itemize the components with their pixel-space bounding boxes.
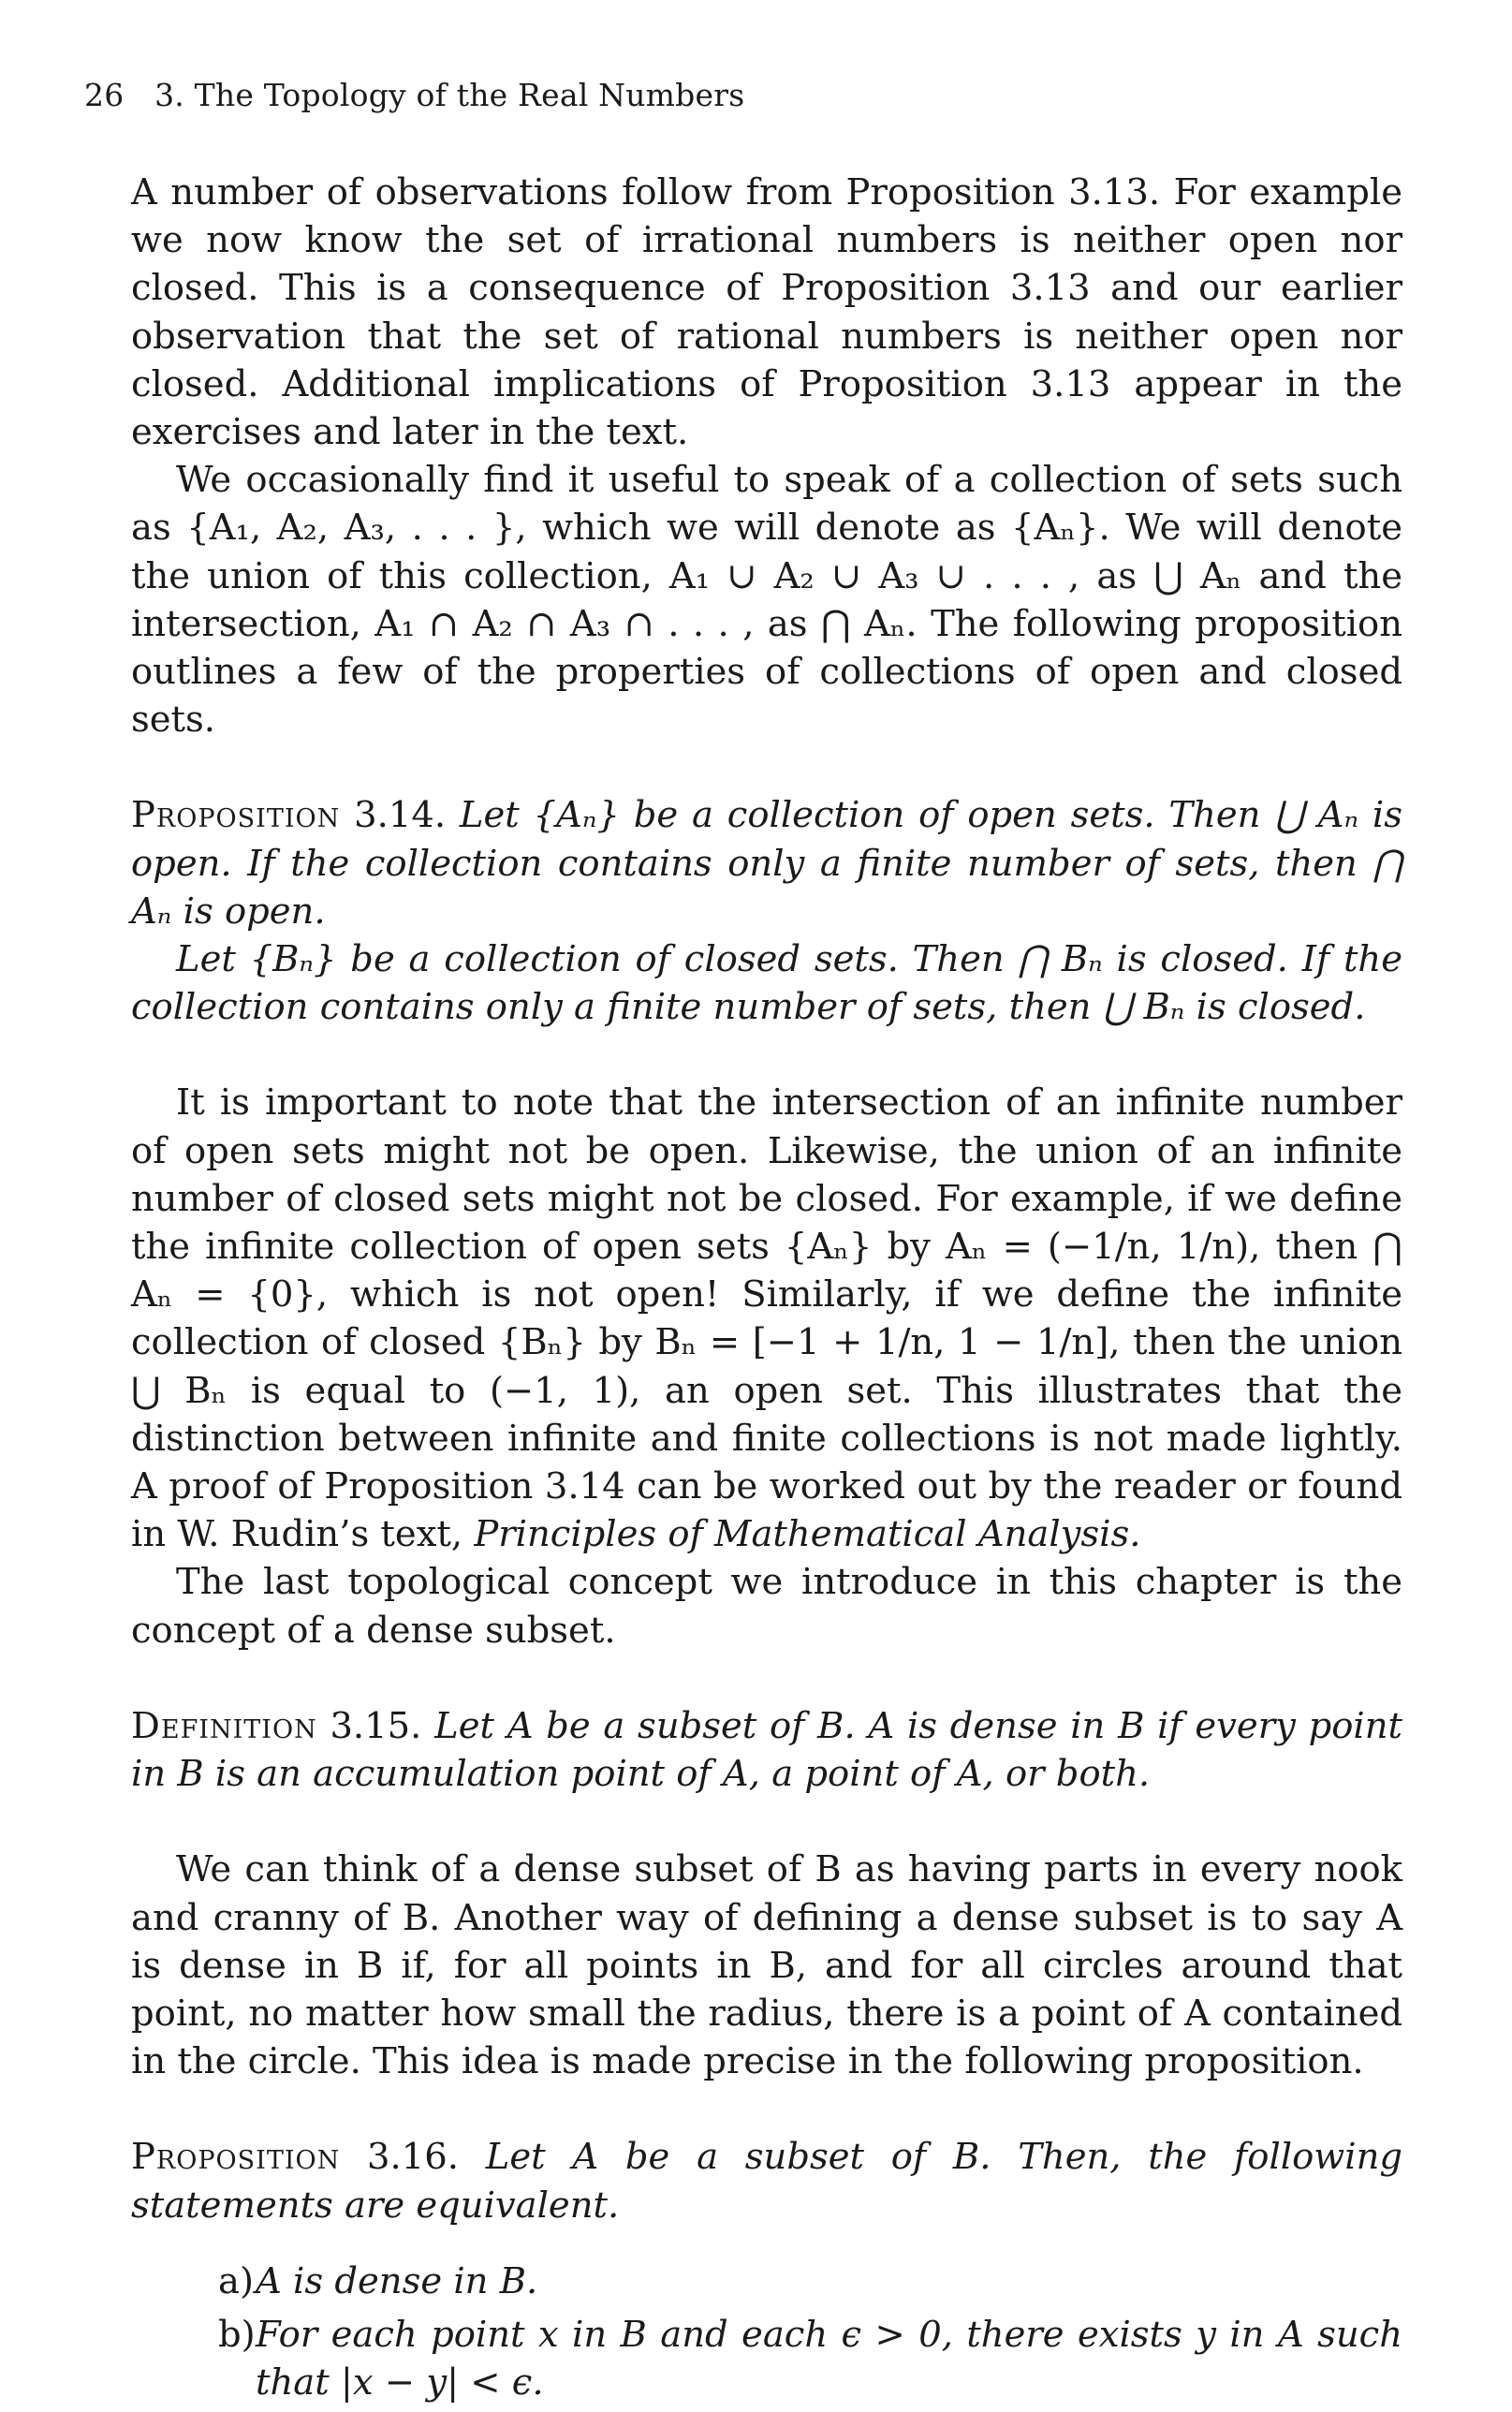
list-item (131, 2311, 1402, 2406)
page-body (131, 169, 1402, 2412)
paragraph-dense-explained: We can think of a dense subset of B as having parts in every nook and cranny of B. Another way of defining a dense subset is to say A is dense in B if, for all points in B, and for all circles around that point, no matter how small the radius, there is a point of A contained in the circle. This idea is made precise in the following proposition. (131, 1848, 1402, 2083)
list-item-text: For each point x in B and each ϵ > 0, there exists y in A such that |x − y| < ϵ. (256, 2313, 1402, 2405)
proposition-statement: Let A be a subset of B. Then, the following statements are equivalent. (131, 2136, 1403, 2227)
page-number: 26 (84, 77, 125, 113)
list-item-marker: b) (218, 2313, 256, 2356)
proposition-number: 3.16. (367, 2136, 460, 2179)
definition-statement: Let A be a subset of B. A is dense in B if every point in B is an accumulation point of A, a point of A, or both. (131, 1704, 1402, 1796)
list-item (131, 2258, 1402, 2305)
paragraph-dense-intro: The last topological concept we introduce in this chapter is the concept of a dense subset. (131, 1561, 1402, 1652)
list-item-text: A is dense in B. (256, 2259, 538, 2302)
proposition-label: Proposition (131, 794, 341, 837)
chapter-title: 3. The Topology of the Real Numbers (154, 77, 745, 113)
equivalence-list (131, 2258, 1402, 2407)
list-item-marker: a) (218, 2259, 254, 2302)
proposition-3-16 (131, 2133, 1402, 2406)
paragraph-observations: A number of observations follow from Proposition 3.13. For example we now know the set of irrational numbers is neither open nor closed. This is a consequence of Proposition 3.13 and our earlier observation that the set of rational numbers is neither open nor closed. Additional implications of Proposition 3.13 appear in the exercises and later in the text. (131, 171, 1402, 454)
proposition-3-14 (131, 791, 1402, 1031)
proposition-statement-open: Let {Aₙ} be a collection of open sets. Then ⋃ Aₙ is open. If the collection contains only a finite number of sets, then ⋂ Aₙ is open. (131, 794, 1402, 933)
paragraph-infinite-collections-text: It is important to note that the intersection of an infinite number of open sets might not be open. Likewise, the union of an infinite number of closed sets might not be closed. For example, if we define the infinite collection of open sets {Aₙ} by Aₙ = (−1/n, 1/n), then ⋂ Aₙ = {0}, which is not open! Similarly, if we define the infinite collection of closed {Bₙ} by Bₙ = [−1 + 1/n, 1 − 1/n], then the union ⋃ Bₙ is equal to (−1, 1), an open set. This illustrates that the distinction between infinite and finite collections is not made lightly. A proof of Proposition 3.14 can be worked out by the reader or found in W. Rudin’s text, (131, 1081, 1402, 1556)
paragraph-infinite-collections (131, 1079, 1402, 1558)
proposition-statement-closed: Let {Bₙ} be a collection of closed sets. Then ⋂ Bₙ is closed. If the collection contains only a finite number of sets, then ⋃ Bₙ is closed. (131, 938, 1402, 1029)
running-head (84, 77, 744, 113)
book-title: Principles of Mathematical Analysis. (474, 1513, 1141, 1556)
proposition-number: 3.14. (354, 794, 447, 837)
definition-3-15 (131, 1702, 1402, 1798)
paragraph-collections: We occasionally find it useful to speak of a collection of sets such as {A₁, A₂, A₃, . . . }, which we will denote as {Aₙ}. We will denote the union of this collection, A₁ ∪ A₂ ∪ A₃ ∪ . . . , as ⋃ Aₙ and the intersection, A₁ ∩ A₂ ∩ A₃ ∩ . . . , as ⋂ Aₙ. The following proposition outlines a few of the properties of collections of open and closed sets. (131, 459, 1402, 742)
definition-label: Definition (131, 1704, 317, 1747)
proposition-label: Proposition (131, 2136, 341, 2179)
definition-number: 3.15. (330, 1704, 422, 1747)
